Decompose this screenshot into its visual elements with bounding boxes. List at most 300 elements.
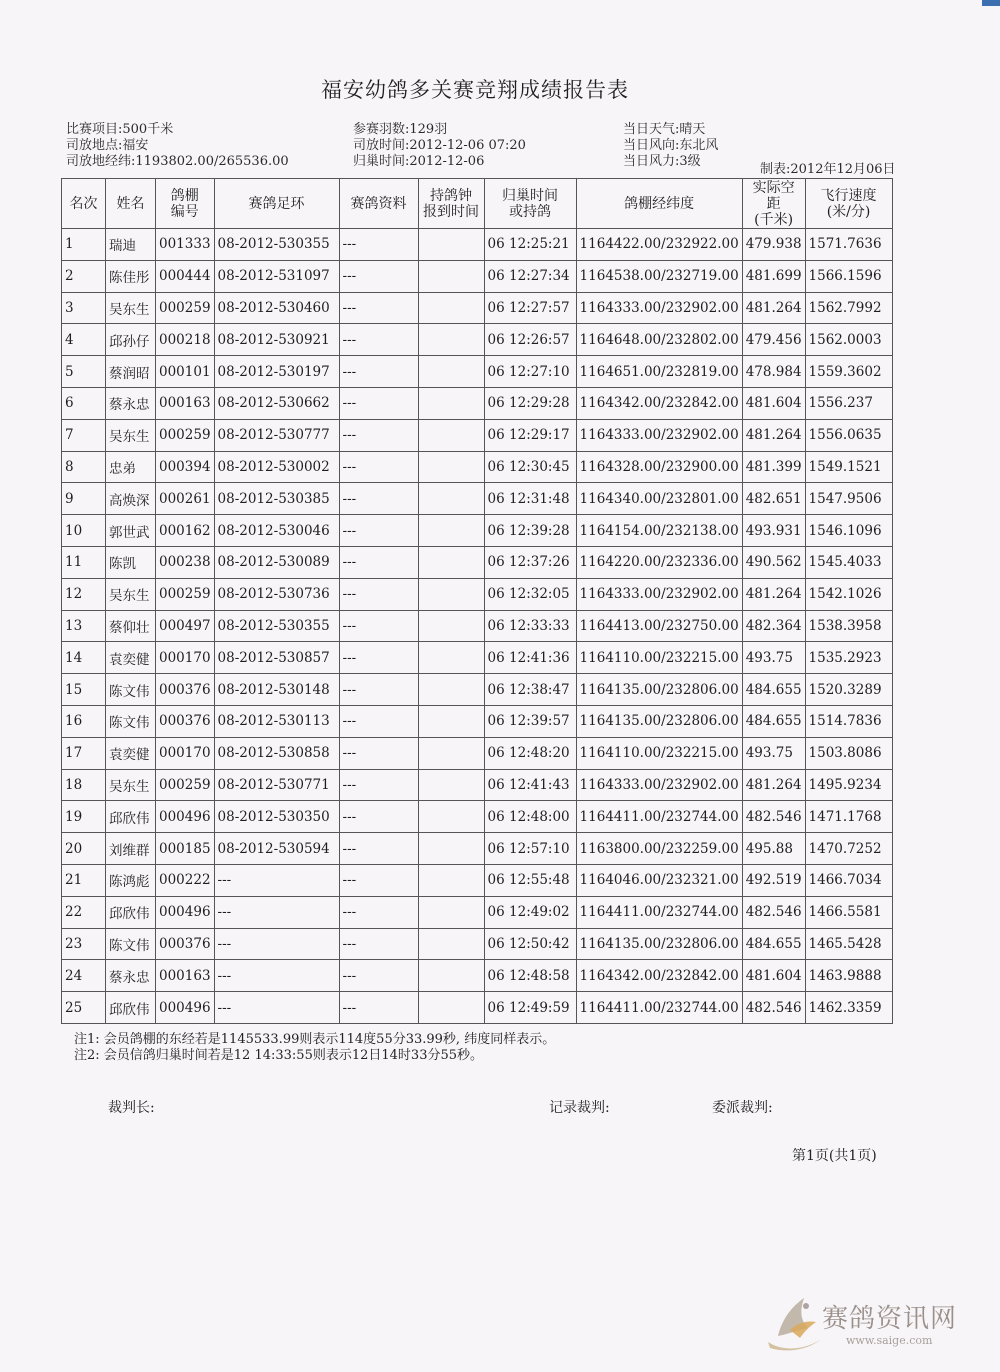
info-item (66, 122, 289, 138)
distance-cell: 493.75 (742, 737, 805, 769)
arrival-cell: 06 12:30:45 (484, 451, 576, 483)
info-cell: --- (339, 324, 418, 356)
arrival-cell: 06 12:57:10 (484, 833, 576, 865)
distance-cell: 495.88 (742, 833, 805, 865)
loft-cell: 000238 (156, 546, 215, 578)
column-header-name: 姓名 (106, 179, 156, 229)
name-cell: 邱孙仔 (106, 324, 156, 356)
clock-cell (418, 451, 484, 483)
speed-cell: 1466.7034 (805, 864, 892, 896)
coord-cell: 1164333.00/232902.00 (576, 769, 742, 801)
name-cell: 陈文伟 (106, 674, 156, 706)
info-value: 2012-12-06 (409, 154, 485, 169)
watermark-title: 赛鸽资讯网 (822, 1304, 958, 1334)
info-label: 参赛羽数: (353, 122, 410, 137)
arrival-cell: 06 12:33:33 (484, 610, 576, 642)
clock-cell (418, 737, 484, 769)
column-header-loft-coordinates: 鸽棚经纬度 (576, 179, 742, 229)
coord-cell: 1164411.00/232744.00 (576, 992, 742, 1024)
info-cell: --- (339, 578, 418, 610)
info-cell: --- (339, 419, 418, 451)
info-item (623, 138, 718, 154)
info-cell: --- (339, 610, 418, 642)
distance-cell: 484.655 (742, 928, 805, 960)
arrival-cell: 06 12:48:20 (484, 737, 576, 769)
rank-cell: 6 (62, 387, 106, 419)
table-row (62, 578, 893, 610)
rank-cell: 21 (62, 864, 106, 896)
distance-cell: 481.264 (742, 578, 805, 610)
info-cell: --- (339, 451, 418, 483)
ring-cell: 08-2012-530857 (214, 642, 339, 674)
distance-cell: 490.562 (742, 546, 805, 578)
name-cell: 袁奕健 (106, 642, 156, 674)
clock-cell (418, 356, 484, 388)
table-row (62, 642, 893, 674)
coord-cell: 1164328.00/232900.00 (576, 451, 742, 483)
speed-cell: 1542.1026 (805, 578, 892, 610)
info-value: 福安 (122, 138, 149, 153)
table-row (62, 546, 893, 578)
clock-cell (418, 610, 484, 642)
table-row (62, 515, 893, 547)
info-cell: --- (339, 737, 418, 769)
clock-cell (418, 833, 484, 865)
distance-cell: 482.364 (742, 610, 805, 642)
distance-cell: 481.604 (742, 960, 805, 992)
coord-cell: 1164538.00/232719.00 (576, 260, 742, 292)
loft-cell: 000163 (156, 387, 215, 419)
arrival-cell: 06 12:48:00 (484, 801, 576, 833)
watermark (760, 1290, 990, 1360)
info-cell: --- (339, 960, 418, 992)
name-cell: 邱欣伟 (106, 801, 156, 833)
speed-cell: 1556.0635 (805, 419, 892, 451)
distance-cell: 481.264 (742, 419, 805, 451)
name-cell: 吴东生 (106, 419, 156, 451)
speed-cell: 1546.1096 (805, 515, 892, 547)
rank-cell: 12 (62, 578, 106, 610)
arrival-cell: 06 12:50:42 (484, 928, 576, 960)
info-cell: --- (339, 483, 418, 515)
ring-cell: 08-2012-530113 (214, 705, 339, 737)
info-label: 归巢时间: (353, 154, 410, 169)
loft-cell: 000259 (156, 292, 215, 324)
loft-cell: 000170 (156, 642, 215, 674)
footnotes (74, 1032, 555, 1064)
distance-cell: 481.264 (742, 292, 805, 324)
info-label: 司放地点: (66, 138, 123, 153)
column-header-ring-number: 赛鸽足环 (214, 179, 339, 229)
distance-cell: 482.546 (742, 992, 805, 1024)
info-label: 当日天气: (623, 122, 680, 137)
info-column-2 (353, 122, 526, 170)
arrival-cell: 06 12:39:28 (484, 515, 576, 547)
info-item (353, 138, 526, 154)
ring-cell: 08-2012-530385 (214, 483, 339, 515)
ring-cell: 08-2012-530594 (214, 833, 339, 865)
table-header-row (62, 179, 893, 229)
info-value: 129羽 (409, 122, 448, 137)
rank-cell: 2 (62, 260, 106, 292)
arrival-cell: 06 12:32:05 (484, 578, 576, 610)
arrival-cell: 06 12:55:48 (484, 864, 576, 896)
table-row (62, 610, 893, 642)
table-row (62, 737, 893, 769)
maker-label: 制表: (760, 162, 791, 177)
loft-cell: 000496 (156, 896, 215, 928)
distance-cell: 484.655 (742, 705, 805, 737)
name-cell: 蔡永忠 (106, 387, 156, 419)
info-cell: --- (339, 928, 418, 960)
info-cell: --- (339, 769, 418, 801)
column-header-pigeon-info: 赛鸽资料 (339, 179, 418, 229)
table-row (62, 483, 893, 515)
info-label: 当日风力: (623, 154, 680, 169)
ring-cell: --- (214, 928, 339, 960)
clock-cell (418, 992, 484, 1024)
rank-cell: 16 (62, 705, 106, 737)
recording-referee-label: 记录裁判: (549, 1100, 610, 1116)
rank-cell: 15 (62, 674, 106, 706)
arrival-cell: 06 12:49:02 (484, 896, 576, 928)
arrival-cell: 06 12:49:59 (484, 992, 576, 1024)
coord-cell: 1163800.00/232259.00 (576, 833, 742, 865)
arrival-cell: 06 12:27:10 (484, 356, 576, 388)
table-row (62, 451, 893, 483)
corner-mark (982, 0, 1000, 6)
ring-cell: 08-2012-531097 (214, 260, 339, 292)
distance-cell: 492.519 (742, 864, 805, 896)
info-item (623, 122, 718, 138)
name-cell: 袁奕健 (106, 737, 156, 769)
loft-cell: 000444 (156, 260, 215, 292)
table-row (62, 387, 893, 419)
coord-cell: 1164135.00/232806.00 (576, 674, 742, 706)
ring-cell: 08-2012-530736 (214, 578, 339, 610)
name-cell: 邱欣伟 (106, 992, 156, 1024)
arrival-cell: 06 12:27:34 (484, 260, 576, 292)
speed-cell: 1463.9888 (805, 960, 892, 992)
ring-cell: 08-2012-530046 (214, 515, 339, 547)
coord-cell: 1164342.00/232842.00 (576, 960, 742, 992)
info-cell: --- (339, 260, 418, 292)
speed-cell: 1503.8086 (805, 737, 892, 769)
info-value: 晴天 (679, 122, 706, 137)
clock-cell (418, 896, 484, 928)
loft-cell: 000185 (156, 833, 215, 865)
name-cell: 陈文伟 (106, 705, 156, 737)
column-header-clock-report-time: 持鸽钟 报到时间 (418, 179, 484, 229)
info-value: 500千米 (122, 122, 174, 137)
speed-cell: 1470.7252 (805, 833, 892, 865)
info-cell: --- (339, 642, 418, 674)
table-row (62, 324, 893, 356)
info-cell: --- (339, 292, 418, 324)
loft-cell: 000218 (156, 324, 215, 356)
coord-cell: 1164342.00/232842.00 (576, 387, 742, 419)
loft-cell: 001333 (156, 229, 215, 261)
info-cell: --- (339, 705, 418, 737)
info-cell: --- (339, 229, 418, 261)
speed-cell: 1562.7992 (805, 292, 892, 324)
loft-cell: 000497 (156, 610, 215, 642)
info-value: 3级 (679, 154, 701, 169)
arrival-cell: 06 12:29:17 (484, 419, 576, 451)
ring-cell: 08-2012-530350 (214, 801, 339, 833)
distance-cell: 482.651 (742, 483, 805, 515)
info-cell: --- (339, 864, 418, 896)
rank-cell: 14 (62, 642, 106, 674)
arrival-cell: 06 12:31:48 (484, 483, 576, 515)
rank-cell: 4 (62, 324, 106, 356)
clock-cell (418, 324, 484, 356)
info-value: 1193802.00/265536.00 (135, 154, 289, 169)
table-row (62, 292, 893, 324)
speed-cell: 1514.7836 (805, 705, 892, 737)
ring-cell: 08-2012-530460 (214, 292, 339, 324)
rank-cell: 3 (62, 292, 106, 324)
table-row (62, 960, 893, 992)
footnote: 注2: 会员信鸽归巢时间若是12 14:33:55则表示12日14时33分55秒。 (74, 1048, 484, 1063)
speed-cell: 1562.0003 (805, 324, 892, 356)
clock-cell (418, 864, 484, 896)
info-cell: --- (339, 387, 418, 419)
distance-cell: 481.604 (742, 387, 805, 419)
table-row (62, 801, 893, 833)
coord-cell: 1164413.00/232750.00 (576, 610, 742, 642)
rank-cell: 24 (62, 960, 106, 992)
distance-cell: 481.264 (742, 769, 805, 801)
name-cell: 刘维群 (106, 833, 156, 865)
table-row (62, 229, 893, 261)
coord-cell: 1164046.00/232321.00 (576, 864, 742, 896)
page-title: 福安幼鸽多关赛竞翔成绩报告表 (321, 78, 629, 102)
rank-cell: 17 (62, 737, 106, 769)
clock-cell (418, 801, 484, 833)
loft-cell: 000222 (156, 864, 215, 896)
arrival-cell: 06 12:41:36 (484, 642, 576, 674)
info-cell: --- (339, 515, 418, 547)
speed-cell: 1520.3289 (805, 674, 892, 706)
name-cell: 高焕深 (106, 483, 156, 515)
loft-cell: 000259 (156, 578, 215, 610)
info-cell: --- (339, 896, 418, 928)
coord-cell: 1164340.00/232801.00 (576, 483, 742, 515)
ring-cell: 08-2012-530355 (214, 229, 339, 261)
clock-cell (418, 419, 484, 451)
arrival-cell: 06 12:27:57 (484, 292, 576, 324)
loft-cell: 000259 (156, 769, 215, 801)
rank-cell: 9 (62, 483, 106, 515)
table-row (62, 419, 893, 451)
ring-cell: 08-2012-530858 (214, 737, 339, 769)
ring-cell: --- (214, 864, 339, 896)
ring-cell: 08-2012-530002 (214, 451, 339, 483)
name-cell: 邱欣伟 (106, 896, 156, 928)
table-row (62, 928, 893, 960)
table-row (62, 260, 893, 292)
arrival-cell: 06 12:48:58 (484, 960, 576, 992)
info-cell: --- (339, 801, 418, 833)
loft-cell: 000496 (156, 992, 215, 1024)
name-cell: 陈佳彤 (106, 260, 156, 292)
coord-cell: 1164411.00/232744.00 (576, 896, 742, 928)
speed-cell: 1545.4033 (805, 546, 892, 578)
rank-cell: 23 (62, 928, 106, 960)
name-cell: 吴东生 (106, 769, 156, 801)
ring-cell: 08-2012-530197 (214, 356, 339, 388)
table-row (62, 833, 893, 865)
name-cell: 吴东生 (106, 578, 156, 610)
name-cell: 蔡仰壮 (106, 610, 156, 642)
table-body (62, 229, 893, 1024)
coord-cell: 1164411.00/232744.00 (576, 801, 742, 833)
clock-cell (418, 260, 484, 292)
rank-cell: 18 (62, 769, 106, 801)
name-cell: 忠弟 (106, 451, 156, 483)
coord-cell: 1164333.00/232902.00 (576, 419, 742, 451)
chief-referee-label: 裁判长: (108, 1100, 155, 1116)
loft-cell: 000162 (156, 515, 215, 547)
loft-cell: 000376 (156, 928, 215, 960)
loft-cell: 000101 (156, 356, 215, 388)
speed-cell: 1538.3958 (805, 610, 892, 642)
info-column-1 (66, 122, 289, 170)
name-cell: 吴东生 (106, 292, 156, 324)
info-label: 司放时间: (353, 138, 410, 153)
loft-cell: 000496 (156, 801, 215, 833)
info-column-3 (623, 122, 718, 170)
table-row (62, 896, 893, 928)
clock-cell (418, 546, 484, 578)
info-item (353, 122, 526, 138)
speed-cell: 1471.1768 (805, 801, 892, 833)
info-item (66, 138, 289, 154)
coord-cell: 1164135.00/232806.00 (576, 928, 742, 960)
coord-cell: 1164220.00/232336.00 (576, 546, 742, 578)
table-row (62, 674, 893, 706)
info-label: 司放地经纬: (66, 154, 136, 169)
arrival-cell: 06 12:37:26 (484, 546, 576, 578)
distance-cell: 479.938 (742, 229, 805, 261)
speed-cell: 1535.2923 (805, 642, 892, 674)
clock-cell (418, 229, 484, 261)
coord-cell: 1164333.00/232902.00 (576, 292, 742, 324)
loft-cell: 000376 (156, 674, 215, 706)
table-row (62, 769, 893, 801)
name-cell: 陈鸿彪 (106, 864, 156, 896)
speed-cell: 1566.1596 (805, 260, 892, 292)
ring-cell: 08-2012-530089 (214, 546, 339, 578)
speed-cell: 1462.3359 (805, 992, 892, 1024)
distance-cell: 481.699 (742, 260, 805, 292)
info-cell: --- (339, 356, 418, 388)
info-cell: --- (339, 833, 418, 865)
column-header-loft-number: 鸽棚 编号 (156, 179, 215, 229)
ring-cell: --- (214, 896, 339, 928)
watermark-url: www.saige.com (846, 1334, 933, 1347)
clock-cell (418, 483, 484, 515)
coord-cell: 1164110.00/232215.00 (576, 737, 742, 769)
table-row (62, 705, 893, 737)
name-cell: 蔡润昭 (106, 356, 156, 388)
report-date (760, 158, 896, 177)
rank-cell: 1 (62, 229, 106, 261)
table-row (62, 992, 893, 1024)
rank-cell: 25 (62, 992, 106, 1024)
rank-cell: 8 (62, 451, 106, 483)
info-label: 比赛项目: (66, 122, 123, 137)
clock-cell (418, 674, 484, 706)
info-cell: --- (339, 674, 418, 706)
name-cell: 陈文伟 (106, 928, 156, 960)
page-number: 第1页(共1页) (792, 1148, 877, 1164)
rank-cell: 20 (62, 833, 106, 865)
name-cell: 蔡永忠 (106, 960, 156, 992)
name-cell: 陈凯 (106, 546, 156, 578)
results-table (61, 178, 893, 1024)
clock-cell (418, 960, 484, 992)
coord-cell: 1164154.00/232138.00 (576, 515, 742, 547)
clock-cell (418, 705, 484, 737)
ring-cell: 08-2012-530662 (214, 387, 339, 419)
clock-cell (418, 578, 484, 610)
info-item (353, 154, 526, 170)
speed-cell: 1547.9506 (805, 483, 892, 515)
coord-cell: 1164651.00/232819.00 (576, 356, 742, 388)
distance-cell: 481.399 (742, 451, 805, 483)
distance-cell: 493.75 (742, 642, 805, 674)
name-cell: 郭世武 (106, 515, 156, 547)
ring-cell: --- (214, 960, 339, 992)
loft-cell: 000163 (156, 960, 215, 992)
maker-value: 2012年12月06日 (790, 162, 896, 177)
delegated-referee-label: 委派裁判: (712, 1100, 773, 1116)
speed-cell: 1465.5428 (805, 928, 892, 960)
info-value: 东北风 (679, 138, 719, 153)
clock-cell (418, 515, 484, 547)
info-value: 2012-12-06 07:20 (409, 138, 526, 153)
ring-cell: 08-2012-530777 (214, 419, 339, 451)
clock-cell (418, 387, 484, 419)
clock-cell (418, 769, 484, 801)
speed-cell: 1495.9234 (805, 769, 892, 801)
table-row (62, 864, 893, 896)
rank-cell: 22 (62, 896, 106, 928)
rank-cell: 11 (62, 546, 106, 578)
clock-cell (418, 292, 484, 324)
distance-cell: 479.456 (742, 324, 805, 356)
loft-cell: 000394 (156, 451, 215, 483)
arrival-cell: 06 12:29:28 (484, 387, 576, 419)
info-label: 当日风向: (623, 138, 680, 153)
rank-cell: 7 (62, 419, 106, 451)
loft-cell: 000170 (156, 737, 215, 769)
clock-cell (418, 928, 484, 960)
loft-cell: 000259 (156, 419, 215, 451)
arrival-cell: 06 12:26:57 (484, 324, 576, 356)
pigeon-logo-icon (760, 1290, 830, 1356)
distance-cell: 478.984 (742, 356, 805, 388)
distance-cell: 482.546 (742, 896, 805, 928)
speed-cell: 1466.5581 (805, 896, 892, 928)
speed-cell: 1559.3602 (805, 356, 892, 388)
coord-cell: 1164110.00/232215.00 (576, 642, 742, 674)
rank-cell: 10 (62, 515, 106, 547)
info-cell: --- (339, 546, 418, 578)
name-cell: 瑞迪 (106, 229, 156, 261)
